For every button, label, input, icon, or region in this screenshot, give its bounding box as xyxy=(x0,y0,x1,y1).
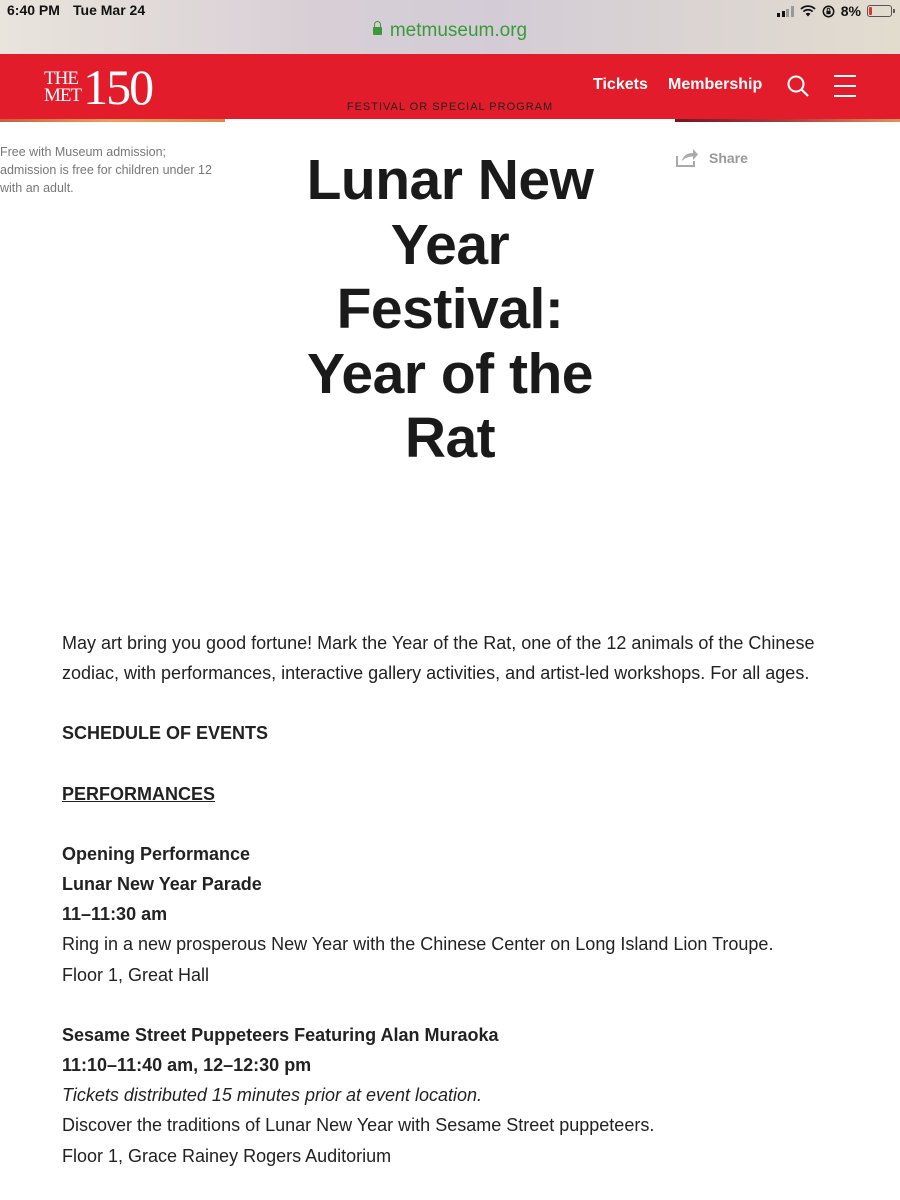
wifi-icon xyxy=(800,5,816,17)
item-description: Ring in a new prosperous New Year with the Chinese Center on Long Island Lion Troupe. xyxy=(62,934,774,955)
battery-percent: 8% xyxy=(840,3,861,19)
browser-chrome xyxy=(0,0,900,54)
title-line: Lunar New xyxy=(306,148,594,212)
cellular-signal-icon xyxy=(777,6,794,17)
logo-line-met: MET xyxy=(44,85,82,106)
admission-note: Free with Museum admission; admission is free for children under 12 with an adult. xyxy=(0,145,212,195)
item-time: 11–11:30 am xyxy=(62,904,168,925)
item-description: Discover the traditions of Lunar New Year with Sesame Street puppeteers. xyxy=(62,1115,655,1136)
item-title: Lunar New Year Parade xyxy=(62,874,262,895)
nav-membership-link[interactable]: Membership xyxy=(668,76,763,93)
page-title xyxy=(280,148,620,471)
item-title: Sesame Street Puppeteers Featuring Alan Muraoka xyxy=(62,1024,499,1045)
logo-line-the: THE xyxy=(44,68,78,89)
url-text: metmuseum.org xyxy=(389,20,528,41)
title-line: Rat xyxy=(404,406,496,470)
lock-icon xyxy=(373,27,382,35)
title-line: Festival: xyxy=(336,277,564,341)
battery-icon xyxy=(867,5,892,17)
search-icon[interactable] xyxy=(786,74,810,98)
event-description xyxy=(62,628,862,1171)
schedule-item xyxy=(62,1020,862,1171)
hamburger-menu-icon[interactable] xyxy=(834,75,856,97)
event-type-label: FESTIVAL OR SPECIAL PROGRAM xyxy=(346,101,554,113)
item-location: Floor 1, Grace Rainey Rogers Auditorium xyxy=(62,1145,392,1166)
share-button[interactable] xyxy=(675,148,748,168)
hero-image-left xyxy=(0,119,225,122)
item-location: Floor 1, Great Hall xyxy=(62,964,210,985)
title-line: Year xyxy=(390,212,510,277)
address-bar[interactable] xyxy=(0,20,900,42)
logo-wordmark xyxy=(44,70,81,104)
share-label: Share xyxy=(709,150,748,166)
met-150-logo[interactable] xyxy=(44,59,153,115)
status-time: 6:40 PM xyxy=(7,2,60,18)
intro-paragraph: May art bring you good fortune! Mark the Year of the Rat, one of the 12 animals of the Chinese zodiac, with performances, interactive gallery activities, and artist-led workshops. For all ages. xyxy=(62,633,815,684)
schedule-item xyxy=(62,839,862,990)
schedule-heading: SCHEDULE OF EVENTS xyxy=(62,723,269,744)
hero-image-right xyxy=(675,119,900,122)
status-date: Tue Mar 24 xyxy=(73,2,146,18)
item-label: Opening Performance xyxy=(62,843,251,864)
performances-heading: PERFORMANCES xyxy=(62,783,216,804)
logo-number: 150 xyxy=(83,59,153,115)
orientation-lock-icon xyxy=(822,5,835,18)
item-note: Tickets distributed 15 minutes prior at event location. xyxy=(62,1085,483,1106)
share-icon xyxy=(675,148,699,168)
title-line: Year of the xyxy=(307,341,593,406)
item-time: 11:10–11:40 am, 12–12:30 pm xyxy=(62,1055,312,1076)
nav-tickets-link[interactable]: Tickets xyxy=(593,76,648,93)
status-indicators xyxy=(777,2,892,20)
